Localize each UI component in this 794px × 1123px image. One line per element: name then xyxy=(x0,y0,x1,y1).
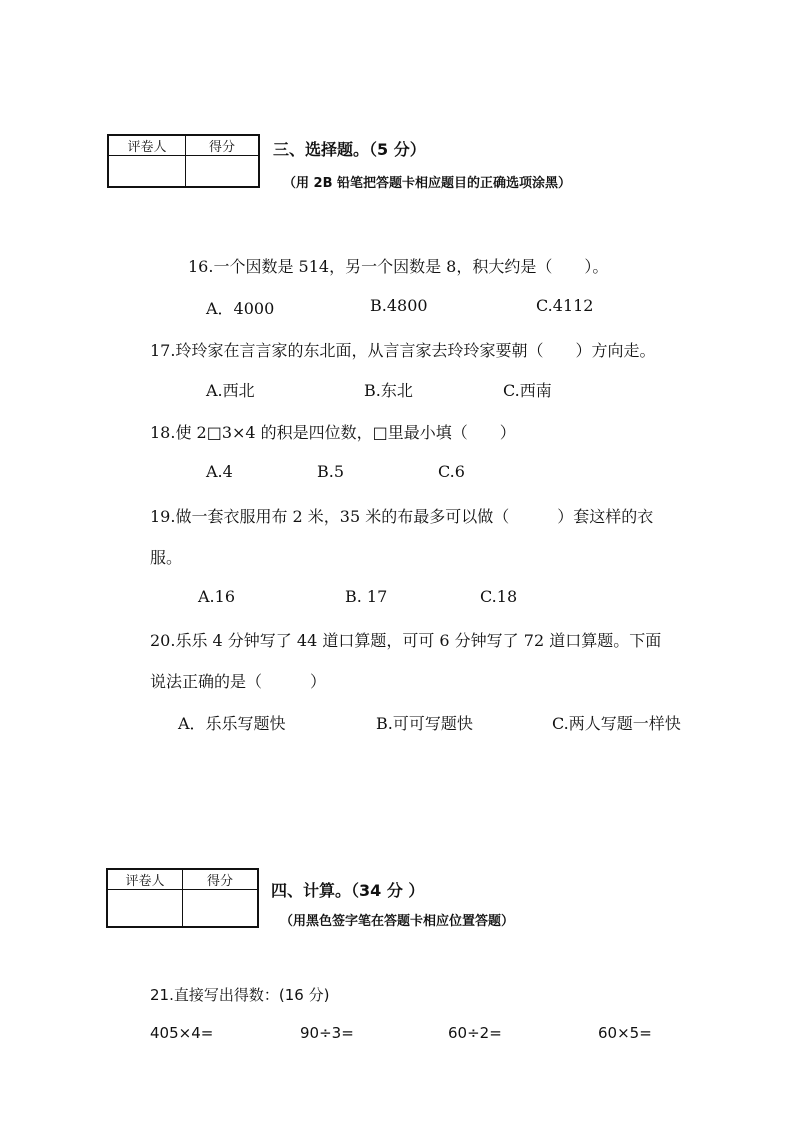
reviewer-label: 评卷人 xyxy=(108,135,186,156)
grader-table-section3 xyxy=(107,134,260,188)
q18-option-b: B.5 xyxy=(317,462,345,481)
section4-title: 四、计算。（34 分 ） xyxy=(271,881,425,900)
question-19-line1: 19.做一套衣服用布 2 米，35 米的布最多可以做（ ）套这样的衣 xyxy=(150,507,654,526)
section4-note: （用黑色签字笔在答题卡相应位置答题） xyxy=(280,914,515,929)
q16-option-a: A．4000 xyxy=(206,299,275,318)
score-cell xyxy=(183,890,259,928)
score-label: 得分 xyxy=(186,135,260,156)
q18-option-c: C.6 xyxy=(438,462,465,481)
question-20-line1: 20.乐乐 4 分钟写了 44 道口算题，可可 6 分钟写了 72 道口算题。下面 xyxy=(150,631,662,650)
q18-option-a: A.4 xyxy=(206,462,233,481)
section3-note: （用 2B 铅笔把答题卡相应题目的正确选项涂黑） xyxy=(283,176,572,191)
q19-option-b: B. 17 xyxy=(345,587,388,606)
q16-option-b: B.4800 xyxy=(370,296,428,315)
calc-item: 90÷3= xyxy=(300,1024,354,1042)
score-label: 得分 xyxy=(183,869,259,890)
grader-table-section4 xyxy=(106,868,259,928)
reviewer-label: 评卷人 xyxy=(107,869,183,890)
question-17: 17.玲玲家在言言家的东北面，从言言家去玲玲家要朝（ ）方向走。 xyxy=(150,341,656,360)
q20-option-a: A．乐乐写题快 xyxy=(178,714,286,733)
calc-item: 405×4= xyxy=(150,1024,214,1042)
question-20-line2: 说法正确的是（ ） xyxy=(150,672,327,691)
calc-item: 60÷2= xyxy=(448,1024,502,1042)
q20-option-c: C.两人写题一样快 xyxy=(552,714,681,733)
reviewer-cell xyxy=(108,156,186,188)
q19-option-c: C.18 xyxy=(480,587,518,606)
q17-option-a: A.西北 xyxy=(206,381,255,400)
question-18: 18.使 2□3×4 的积是四位数，□里最小填（ ） xyxy=(150,423,516,442)
q16-option-c: C.4112 xyxy=(536,296,594,315)
q17-option-c: C.西南 xyxy=(503,381,552,400)
q19-option-a: A.16 xyxy=(198,587,235,606)
question-16: 16.一个因数是 514，另一个因数是 8，积大约是（ ）。 xyxy=(188,257,609,276)
reviewer-cell xyxy=(107,890,183,928)
calc-item: 60×5= xyxy=(598,1024,652,1042)
q17-option-b: B.东北 xyxy=(364,381,413,400)
score-cell xyxy=(186,156,260,188)
q20-option-b: B.可可写题快 xyxy=(376,714,473,733)
question-19-line2: 服。 xyxy=(150,548,183,567)
question-21-title: 21.直接写出得数：(16 分) xyxy=(150,986,330,1004)
section3-title: 三、选择题。（5 分） xyxy=(273,140,426,159)
